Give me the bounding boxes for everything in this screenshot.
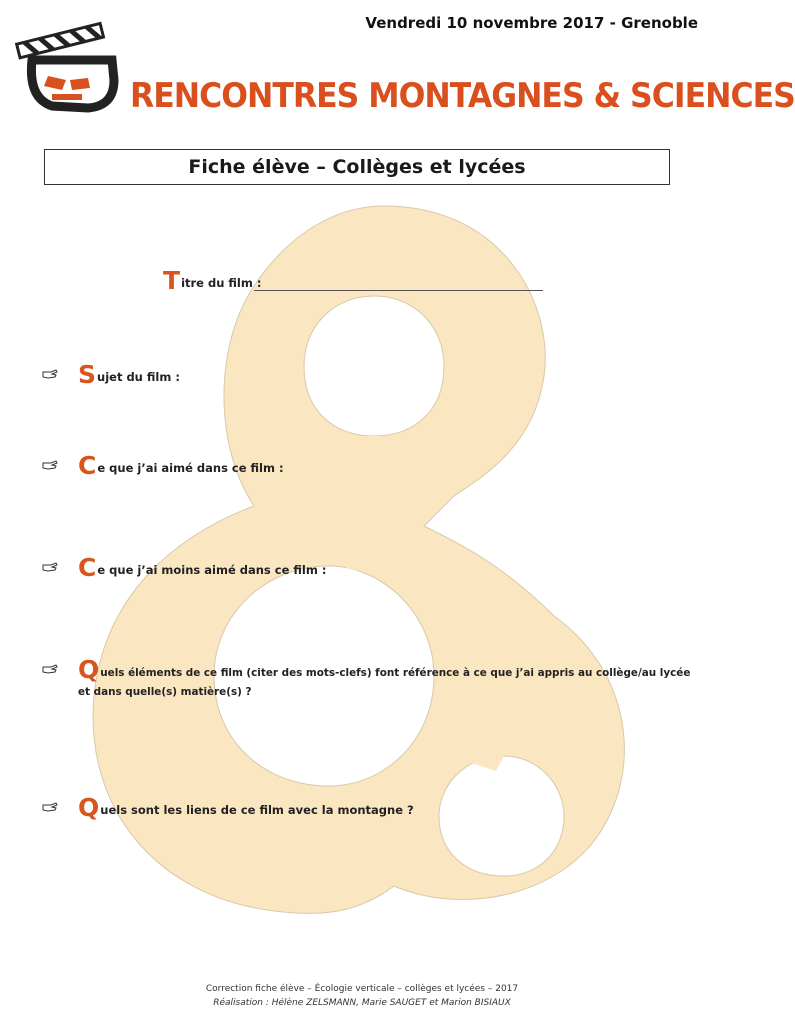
question-text: ujet du film : xyxy=(97,370,180,384)
question-text: e que j’ai aimé dans ce film : xyxy=(97,461,284,475)
question-initial: C xyxy=(78,553,97,582)
question-initial: Q xyxy=(78,793,100,822)
question-initial: S xyxy=(78,360,97,389)
question-text: e que j’ai moins aimé dans ce film : xyxy=(97,563,327,577)
question-initial: C xyxy=(78,451,97,480)
pointing-hand-icon xyxy=(42,664,58,674)
question-subject xyxy=(78,360,180,389)
question-text: uels éléments de ce film (citer des mots-clefs) font référence à ce que j’ai appris au collège/au lycée xyxy=(100,667,691,679)
question-disliked xyxy=(78,553,326,582)
question-text: itre du film : xyxy=(181,276,262,290)
footer-correction: Correction fiche élève – Écologie verticale – collèges et lycées – 2017 xyxy=(205,984,519,994)
question-initial: Q xyxy=(78,655,100,684)
pointing-hand-icon xyxy=(42,369,58,379)
question-mountain xyxy=(78,793,414,822)
question-title xyxy=(163,266,261,295)
date-location: Vendredi 10 novembre 2017 - Grenoble xyxy=(365,14,698,32)
pointing-hand-icon xyxy=(42,802,58,812)
question-text: uels sont les liens de ce film avec la montagne ? xyxy=(100,803,414,817)
question-elements-line2 xyxy=(78,686,252,698)
question-liked xyxy=(78,451,284,480)
pointing-hand-icon xyxy=(42,460,58,470)
clapperboard-logo-icon xyxy=(18,20,122,116)
title-answer-line xyxy=(254,290,543,291)
question-initial: T xyxy=(163,266,181,295)
brand-title: RENCONTRES MONTAGNES & SCIENCES xyxy=(130,77,795,116)
footer-authors: Réalisation : Hélène ZELSMANN, Marie SAUGET et Marion BISIAUX xyxy=(213,998,511,1008)
question-elements xyxy=(78,655,690,684)
page-title: Fiche élève – Collèges et lycées xyxy=(188,156,526,178)
page-title-box xyxy=(44,149,670,185)
question-text-line2: et dans quelle(s) matière(s) ? xyxy=(78,686,252,698)
pointing-hand-icon xyxy=(42,562,58,572)
